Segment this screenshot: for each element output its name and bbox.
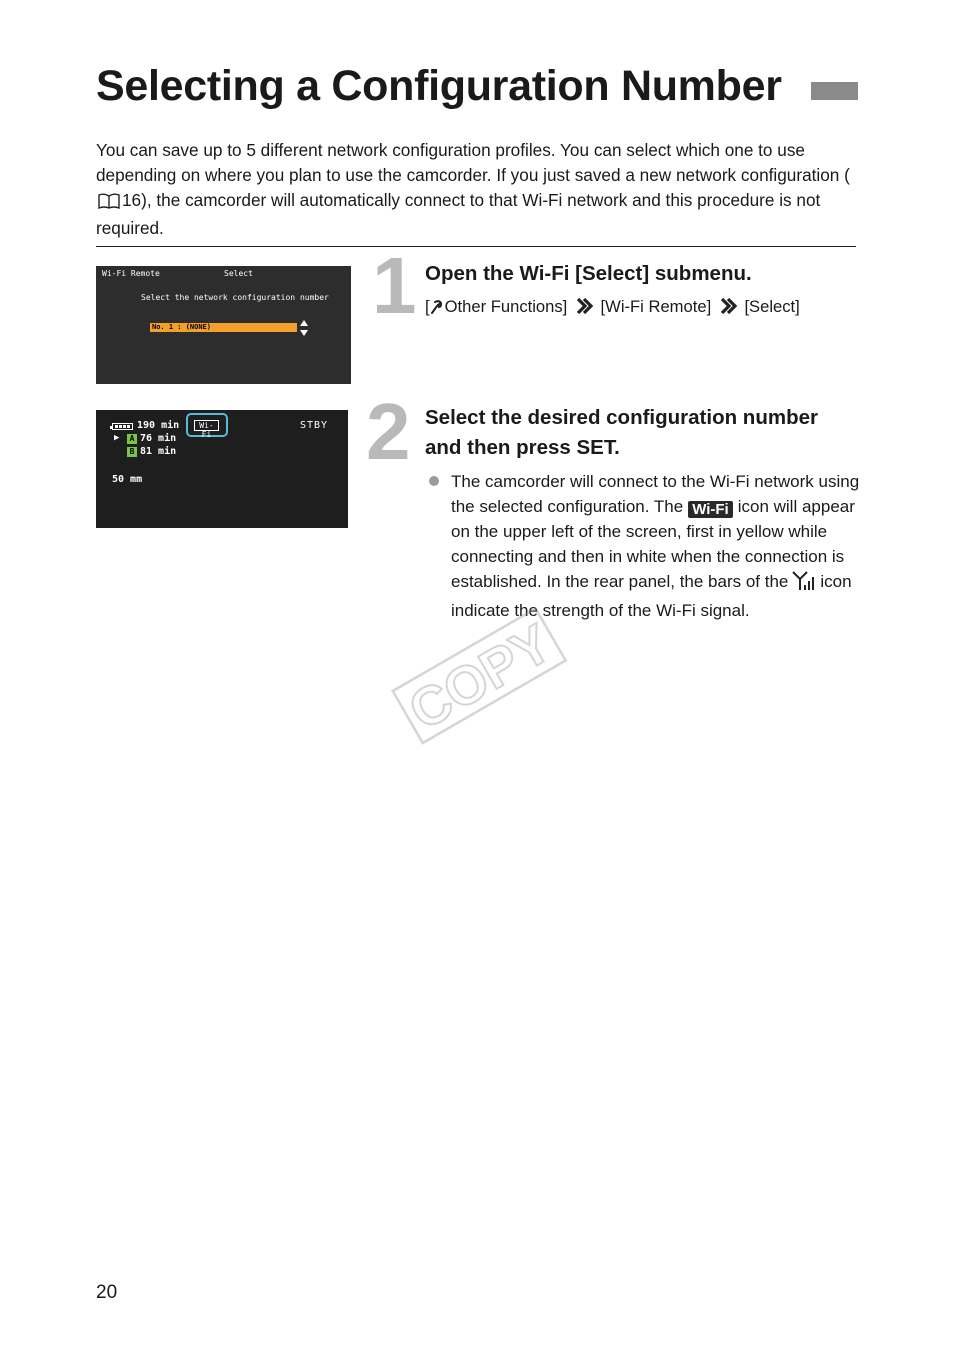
up-down-arrows-icon (299, 319, 309, 341)
title-decoration-bar (811, 82, 858, 100)
remaining-total: 190 min (137, 420, 180, 431)
step-2-bullet (451, 469, 861, 623)
bullet-icon (429, 476, 439, 486)
play-arrow-icon: ▶ (114, 433, 120, 443)
page-title: Selecting a Configuration Number (96, 62, 782, 110)
bullet-text-1: The camcorder will connect to the Wi-Fi network using the selected configuration. The (451, 472, 860, 516)
intro-page-ref: 16 (122, 190, 142, 210)
selected-config-bar: No. 1 : (NONE) (150, 323, 297, 332)
section-divider (96, 246, 856, 247)
wrench-icon (430, 297, 442, 321)
remaining-b: 81 min (140, 446, 177, 457)
screen-prompt: Select the network configuration number (141, 293, 329, 302)
page-number: 20 (96, 1282, 118, 1303)
camcorder-screen-standby (96, 410, 348, 528)
step-2-number: 2 (366, 387, 411, 476)
signal-strength-icon (792, 571, 816, 598)
screen-header-right: Select (224, 269, 253, 278)
wifi-badge-icon: Wi-Fi (688, 501, 733, 518)
chevron-right-icon (575, 297, 593, 322)
media-b-tag: B (127, 447, 137, 457)
watermark-text: COPY (399, 612, 562, 742)
remaining-a: 76 min (140, 433, 177, 444)
intro-text-2: ), the camcorder will automatically connect to that Wi-Fi network and this procedure is not required. (96, 190, 821, 238)
battery-icon (112, 423, 133, 430)
focal-length: 50 mm (112, 474, 143, 485)
intro-text-1: You can save up to 5 different network configuration profiles. You can select which one to use depending on where you plan to use the camcorder. If you just saved a new network configuration ( (96, 140, 850, 185)
path-item: [Wi-Fi Remote] (600, 297, 712, 316)
path-menu: Other Functions] (444, 297, 568, 316)
path-option: [Select] (744, 297, 800, 316)
camcorder-screen-select (96, 266, 351, 384)
step-2-heading: Select the desired configuration number and then press SET. (425, 406, 818, 459)
screen-header-left: Wi-Fi Remote (102, 269, 160, 278)
intro-paragraph (96, 138, 856, 241)
wifi-icon: Wi-Fi (194, 420, 219, 431)
step-1-menu-path (425, 295, 800, 322)
path-open-bracket: [ (425, 297, 430, 316)
standby-status: STBY (300, 420, 329, 431)
bullet-text-3: icon indicate the strength of the Wi-Fi signal. (451, 572, 852, 620)
chevron-right-icon (719, 297, 737, 322)
media-a-tag: A (127, 434, 137, 444)
bullet-text-2: icon will appear on the upper left of the screen, first in yellow while connecting and then in white when the connection is established. In the rear panel, the bars of the (451, 497, 855, 591)
copy-watermark (385, 605, 570, 755)
book-reference-icon (98, 191, 120, 216)
step-1-heading: Open the Wi-Fi [Select] submenu. (425, 262, 752, 285)
step-1-number: 1 (372, 241, 417, 330)
